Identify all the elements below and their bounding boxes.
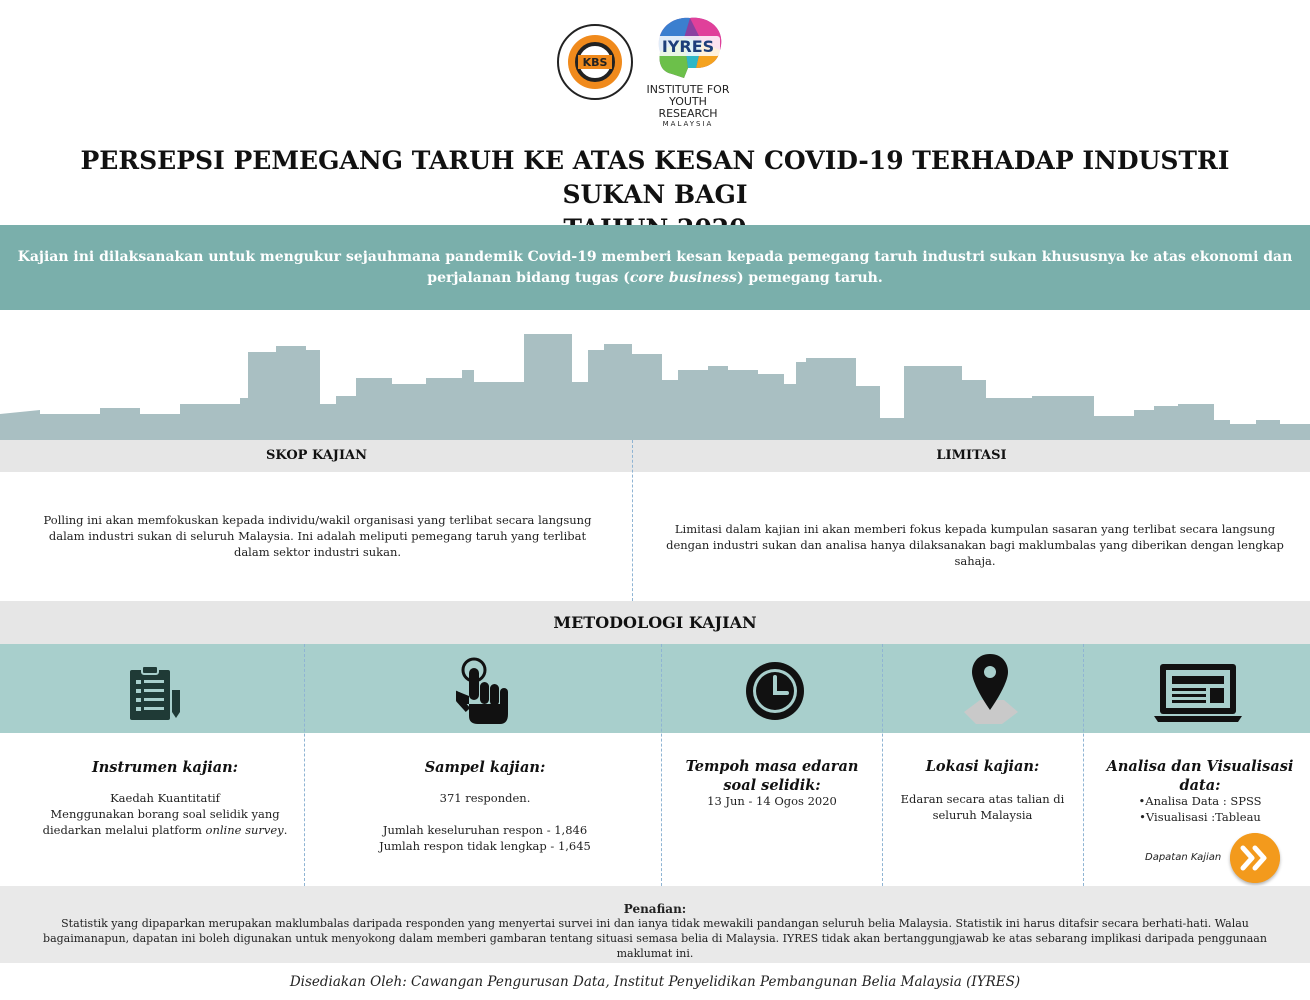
intro-text-start: Kajian ini dilaksanakan untuk mengukur sejauhmana pandemik Covid-19 memberi kesan kepada pemegang taruh industri sukan khususnya ke atas ekonomi dan perjalanan bidang tugas ( bbox=[17, 249, 1293, 286]
analisa-line2: •Visualisasi :Tableau bbox=[1139, 810, 1261, 824]
iyres-brain-icon bbox=[640, 12, 736, 84]
divider bbox=[661, 644, 662, 886]
icon-band bbox=[0, 644, 1310, 733]
analisa-line1: •Analisa Data : SPSS bbox=[1138, 794, 1262, 808]
divider bbox=[304, 644, 305, 886]
instrumen-line2-end: . bbox=[283, 823, 288, 837]
sampel-line2: Jumlah keseluruhan respon - 1,846 bbox=[382, 823, 588, 837]
laptop-icon bbox=[1152, 662, 1244, 724]
lokasi-title: Lokasi kajian: bbox=[925, 758, 1040, 775]
instrumen-title: Instrumen kajian: bbox=[91, 759, 238, 776]
intro-text-end: ) pemegang taruh. bbox=[736, 270, 883, 286]
kbs-logo bbox=[556, 16, 634, 108]
disclaimer-panel bbox=[0, 886, 1310, 963]
sampel-text bbox=[330, 790, 640, 854]
limitasi-heading: LIMITASI bbox=[633, 440, 1310, 472]
disclaimer-title: Penafian: bbox=[623, 902, 687, 916]
intro-banner bbox=[0, 225, 1310, 310]
instrumen-line2: Menggunakan borang soal selidik yang diedarkan melalui platform bbox=[42, 807, 280, 837]
map-pin-icon bbox=[958, 652, 1022, 726]
touch-hand-icon bbox=[456, 656, 512, 726]
city-skyline-graphic bbox=[0, 310, 1310, 442]
clipboard-icon bbox=[128, 664, 182, 722]
analisa-text bbox=[1095, 793, 1305, 825]
divider bbox=[632, 440, 633, 601]
tempoh-title: Tempoh masa edaran soal selidik: bbox=[685, 758, 859, 794]
lokasi-text: Edaran secara atas talian di seluruh Malaysia bbox=[900, 792, 1065, 822]
sampel-line1: 371 responden. bbox=[439, 791, 531, 805]
footer-credit: Disediakan Oleh: Cawangan Pengurusan Data, Institut Penyelidikan Pembangunan Belia Malaysia (IYRES) bbox=[289, 974, 1021, 990]
instrumen-line1: Kaedah Kuantitatif bbox=[110, 791, 220, 805]
page-title-line1: PERSEPSI PEMEGANG TARUH KE ATAS KESAN COVID-19 TERHADAP INDUSTRI SUKAN BAGI bbox=[80, 146, 1230, 209]
dapatan-kajian-label[interactable]: Dapatan Kajian bbox=[1145, 852, 1222, 863]
sampel-title: Sampel kajian: bbox=[424, 759, 546, 776]
tempoh-text: 13 Jun - 14 Ogos 2020 bbox=[707, 794, 837, 808]
instrumen-line2-italic: online survey bbox=[205, 823, 284, 837]
kbs-logo-text: KBS bbox=[582, 56, 608, 69]
limitasi-text: Limitasi dalam kajian ini akan memberi fokus kepada kumpulan sasaran yang terlibat secara langsung dengan industri sukan dan analisa hanya dilaksanakan bagi maklumbalas yang diberikan dengan lengkap sahaja. bbox=[666, 522, 1284, 568]
clock-icon bbox=[744, 660, 806, 722]
skop-kajian-heading: SKOP KAJIAN bbox=[0, 440, 633, 472]
double-chevron-right-icon[interactable] bbox=[1230, 833, 1280, 883]
sampel-line3: Jumlah respon tidak lengkap - 1,645 bbox=[379, 839, 591, 853]
disclaimer-text: Statistik yang dipaparkan merupakan maklumbalas daripada responden yang menyertai survei ini dan ianya tidak mewakili pandangan seluruh belia Malaysia. Statistik ini harus ditafsir secara berhati-hati. Walau bagaimanapun, dapatan ini boleh digunakan untuk menyokong dalam memberi gambaran tentang situasi semasa belia di Malaysia. IYRES tidak akan bertanggungjawab ke atas sebarang implikasi daripada penggunaan maklumat ini. bbox=[43, 917, 1267, 960]
iyres-caption-line2: YOUTH RESEARCH bbox=[658, 95, 718, 120]
iyres-caption bbox=[640, 84, 736, 129]
metodologi-heading: METODOLOGI KAJIAN bbox=[0, 601, 1310, 644]
logo-area bbox=[0, 12, 1310, 128]
iyres-caption-line1: INSTITUTE FOR bbox=[646, 83, 730, 96]
skop-kajian-text: Polling ini akan memfokuskan kepada individu/wakil organisasi yang terlibat secara langsung dalam industri sukan di seluruh Malaysia. Ini adalah meliputi pemegang taruh yang terlibat dalam sektor industri sukan. bbox=[43, 513, 592, 559]
divider bbox=[882, 644, 883, 886]
instrumen-text bbox=[30, 790, 300, 838]
iyres-logo bbox=[640, 12, 736, 128]
divider bbox=[1083, 644, 1084, 886]
intro-text-italic: core business bbox=[629, 270, 737, 286]
analisa-title: Analisa dan Visualisasi data: bbox=[1106, 758, 1294, 794]
iyres-caption-line3: MALAYSIA bbox=[662, 120, 714, 128]
iyres-logo-text: IYRES bbox=[661, 37, 715, 56]
